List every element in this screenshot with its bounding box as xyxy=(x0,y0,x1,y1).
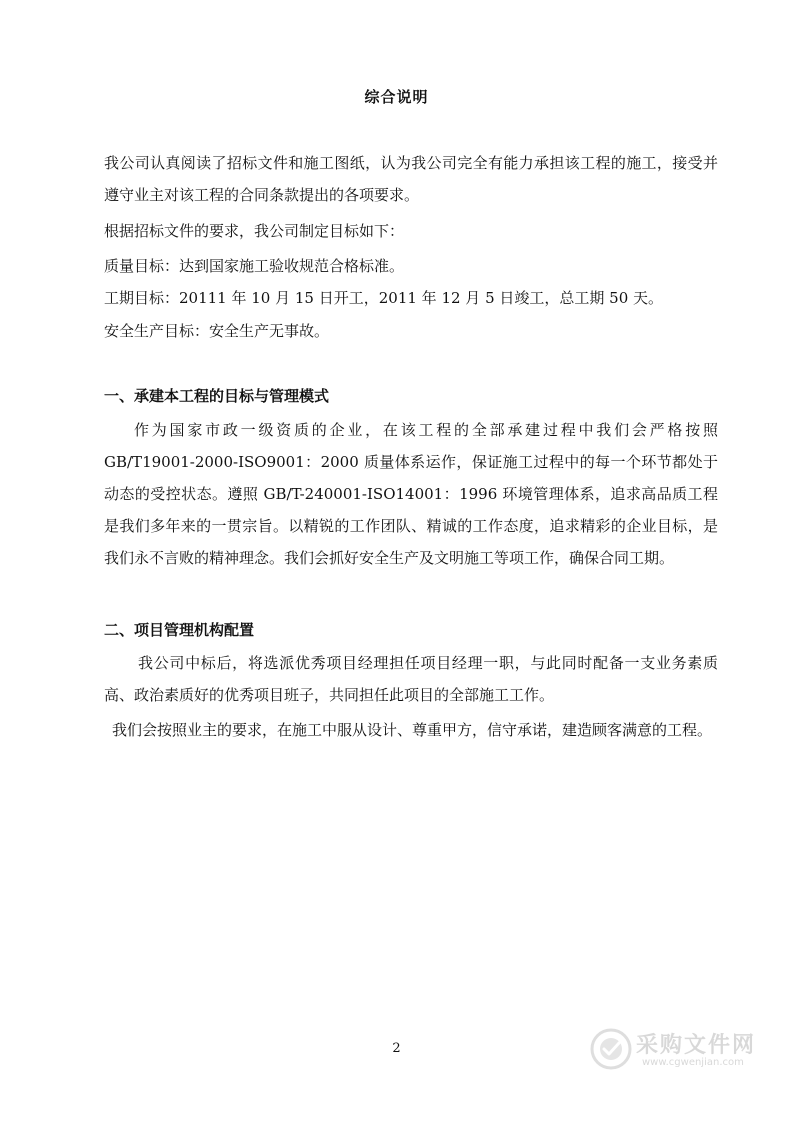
section-2-body-2: 我们会按照业主的要求，在施工中服从设计、尊重甲方，信守承诺，建造顾客满意的工程。 xyxy=(112,721,713,739)
watermark-brand: 采购文件网 xyxy=(636,1033,757,1058)
document-title: 综合说明 xyxy=(364,88,429,106)
watermark-url: www.cgwenjian.com xyxy=(642,1057,744,1068)
intro-paragraph-1: 我公司认真阅读了招标文件和施工图纸，认为我公司完全有能力承担该工程的施工，接受并遵守业主对该工程的合同条款提出的各项要求。 xyxy=(104,154,718,204)
page-number: 2 xyxy=(392,1041,401,1056)
section-1-body: 作为国家市政一级资质的企业，在该工程的全部承建过程中我们会严格按照GB/T19001-2000-ISO9001：2000 质量体系运作，保证施工过程中的每一个环节都处于动态的受控状态。遵照 GB/T-240001-ISO14001：1996 环境管理体系，追求高品质工程是我们多年来的一贯宗旨。以精锐的工作团队、精诚的工作态度，追求精彩的企业目标，是我们永不言败的精神理念。我们会抓好安全生产及文明施工等项工作，确保合同工期。 xyxy=(104,421,718,567)
schedule-goal: 工期目标：20111 年 10 月 15 日开工，2011 年 12 月 5 日竣工，总工期 50 天。 xyxy=(104,289,664,307)
section-1-heading: 一、承建本工程的目标与管理模式 xyxy=(104,387,330,405)
section-2-heading: 二、项目管理机构配置 xyxy=(104,621,255,639)
intro-paragraph-2: 根据招标文件的要求，我公司制定目标如下： xyxy=(104,222,405,240)
quality-goal: 质量目标：达到国家施工验收规范合格标准。 xyxy=(104,257,405,275)
safety-goal: 安全生产目标：安全生产无事故。 xyxy=(104,322,330,340)
cgwenjian-logo-icon xyxy=(590,1028,632,1070)
watermark xyxy=(590,1024,760,1076)
section-2-body-1: 我公司中标后，将选派优秀项目经理担任项目经理一职，与此同时配备一支业务素质高、政治素质好的优秀项目班子，共同担任此项目的全部施工工作。 xyxy=(104,654,718,704)
